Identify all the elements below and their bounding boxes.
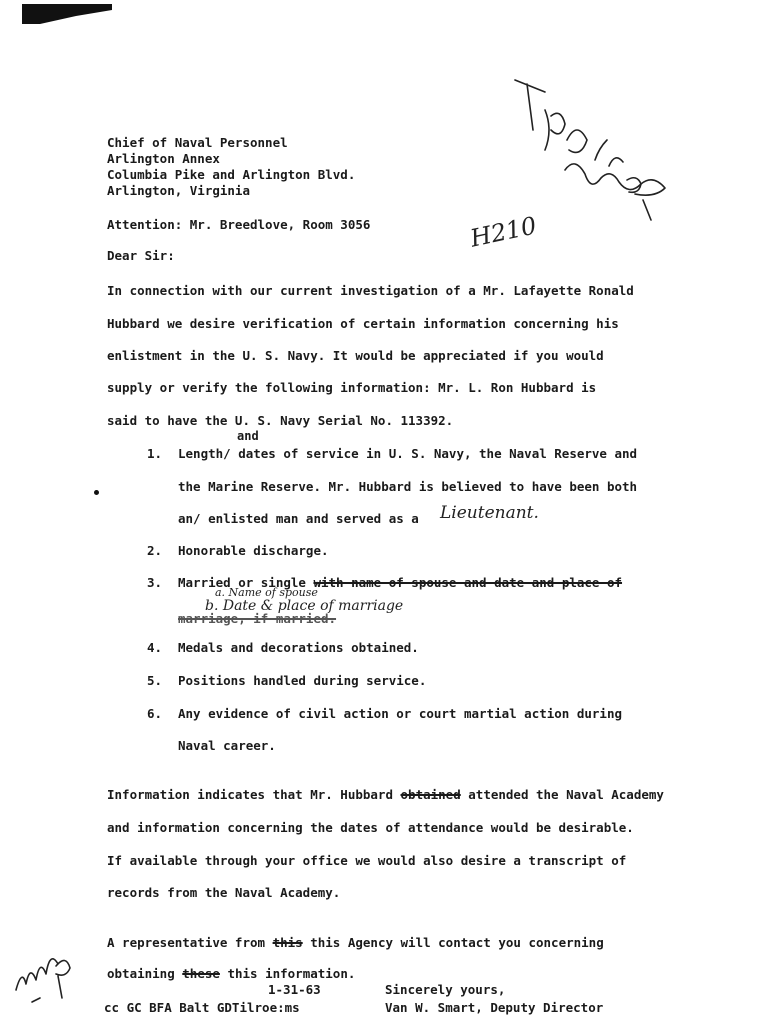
para2-text-b: attended the Naval Academy — [468, 787, 664, 802]
bullet-mark — [94, 490, 99, 495]
para2-line-2: and information concerning the dates of attendance would be desirable. — [107, 820, 634, 835]
item-2-number: 2. — [147, 543, 163, 558]
para1-line-2: Hubbard we desire verification of certain information concerning his — [107, 316, 619, 331]
handwritten-initials-bottom-left — [12, 950, 82, 1010]
item-1-handwritten-lieutenant: Lieutenant. — [440, 503, 539, 523]
para3-text-d: this information. — [227, 966, 356, 981]
para1-line-1: In connection with our current investigation of a Mr. Lafayette Ronald — [107, 283, 634, 298]
address-line-4: Arlington, Virginia — [107, 183, 250, 198]
address-line-3: Columbia Pike and Arlington Blvd. — [107, 167, 356, 182]
para2-line-4: records from the Naval Academy. — [107, 885, 341, 900]
item-3-handwritten-a: a. Name of spouse — [215, 586, 318, 599]
item-1-line-3: an/ enlisted man and served as a — [178, 511, 419, 526]
item-6-line-2: Naval career. — [178, 738, 276, 753]
para3-line-1 — [107, 935, 604, 950]
item-1-insert-and: and — [237, 429, 259, 443]
para3-text-b: this Agency will contact you concerning — [310, 935, 604, 950]
item-3-handwritten-b: b. Date & place of marriage — [205, 598, 404, 614]
para2-line-1 — [107, 787, 664, 802]
item-1-line-1: Length/ dates of service in U. S. Navy, the Naval Reserve and — [178, 446, 638, 461]
para2-struck-word: obtained — [400, 787, 461, 802]
attention-line: Attention: Mr. Breedlove, Room 3056 — [107, 217, 371, 232]
footer-closing: Sincerely yours, — [385, 982, 506, 997]
address-line-2: Arlington Annex — [107, 151, 220, 166]
item-4-number: 4. — [147, 640, 163, 655]
item-2-text: Honorable discharge. — [178, 543, 329, 558]
item-3-struck-text-1: with name of spouse and date and place of — [313, 575, 623, 590]
item-4-text: Medals and decorations obtained. — [178, 640, 419, 655]
footer-cc-line: cc GC BFA Balt GDTilroe:ms — [104, 1000, 300, 1015]
handwritten-file-mark: H210 — [467, 211, 539, 253]
item-6-line-1: Any evidence of civil action or court martial action during — [178, 706, 623, 721]
scan-artifact — [22, 4, 112, 24]
para3-line-2 — [107, 966, 355, 981]
para3-text-c: obtaining — [107, 966, 175, 981]
para2-text-a: Information indicates that Mr. Hubbard — [107, 787, 393, 802]
address-line-1: Chief of Naval Personnel — [107, 135, 288, 150]
item-5-text: Positions handled during service. — [178, 673, 427, 688]
para3-struck-word-1: this — [272, 935, 303, 950]
item-6-number: 6. — [147, 706, 163, 721]
item-5-number: 5. — [147, 673, 163, 688]
item-1-line-2: the Marine Reserve. Mr. Hubbard is believed to have been both — [178, 479, 638, 494]
item-3-text: Married or single — [178, 575, 306, 590]
para3-struck-word-2: these — [182, 966, 220, 981]
para2-line-3: If available through your office we would also desire a transcript of — [107, 853, 627, 868]
para3-text-a: A representative from — [107, 935, 266, 950]
para1-line-5: said to have the U. S. Navy Serial No. 113392. — [107, 413, 454, 428]
item-1-number: 1. — [147, 446, 163, 461]
footer-signatory: Van W. Smart, Deputy Director — [385, 1000, 604, 1015]
item-3-number: 3. — [147, 575, 163, 590]
footer-date: 1-31-63 — [268, 982, 321, 997]
salutation: Dear Sir: — [107, 248, 175, 263]
para1-line-3: enlistment in the U. S. Navy. It would be appreciated if you would — [107, 348, 604, 363]
item-3-struck-text-2: marriage, if married. — [178, 611, 337, 626]
para1-line-4: supply or verify the following information: Mr. L. Ron Hubbard is — [107, 380, 597, 395]
